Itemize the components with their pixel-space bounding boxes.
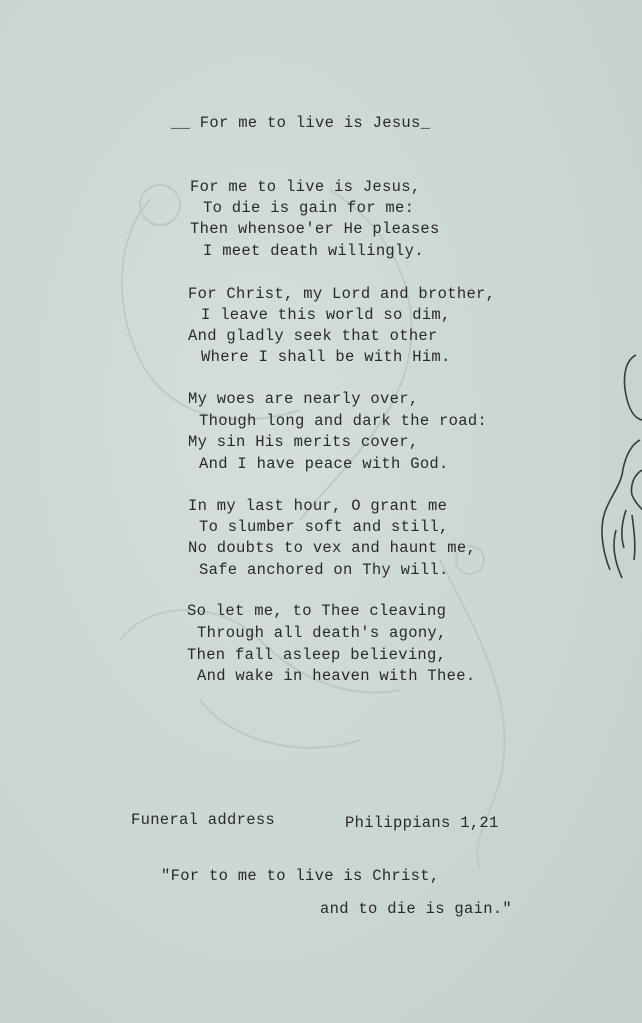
- poem-line: I leave this world so dim,: [201, 306, 451, 324]
- praying-figure-sketch: [596, 350, 642, 590]
- poem-line: Though long and dark the road:: [199, 412, 488, 430]
- poem-line: So let me, to Thee cleaving: [187, 602, 447, 620]
- poem-line: Safe anchored on Thy will.: [199, 561, 449, 579]
- poem-line: Through all death's agony,: [197, 624, 447, 642]
- sermon-label: Funeral address: [131, 811, 276, 829]
- scripture-reference: Philippians 1,21: [345, 814, 499, 832]
- poem-line: Then whensoe'er He pleases: [190, 220, 440, 238]
- poem-line: And I have peace with God.: [199, 455, 449, 473]
- poem-line: I meet death willingly.: [203, 242, 424, 260]
- poem-line: For Christ, my Lord and brother,: [188, 285, 496, 303]
- poem-line: For me to live is Jesus,: [190, 178, 421, 196]
- poem-line: My sin His merits cover,: [188, 433, 419, 451]
- poem-line: In my last hour, O grant me: [188, 497, 448, 515]
- poem-line: Where I shall be with Him.: [201, 348, 451, 366]
- poem-title: __ For me to live is Jesus_: [171, 114, 431, 132]
- poem-line: And wake in heaven with Thee.: [197, 667, 476, 685]
- poem-line: And gladly seek that other: [188, 327, 438, 345]
- poem-line: No doubts to vex and haunt me,: [188, 539, 477, 557]
- poem-line: My woes are nearly over,: [188, 390, 419, 408]
- scripture-quote-line-1: "For to me to live is Christ,: [161, 867, 440, 885]
- poem-line: Then fall asleep believing,: [187, 646, 447, 664]
- poem-line: To slumber soft and still,: [199, 518, 449, 536]
- scripture-quote-line-2: and to die is gain.": [320, 900, 513, 918]
- poem-line: To die is gain for me:: [203, 199, 415, 217]
